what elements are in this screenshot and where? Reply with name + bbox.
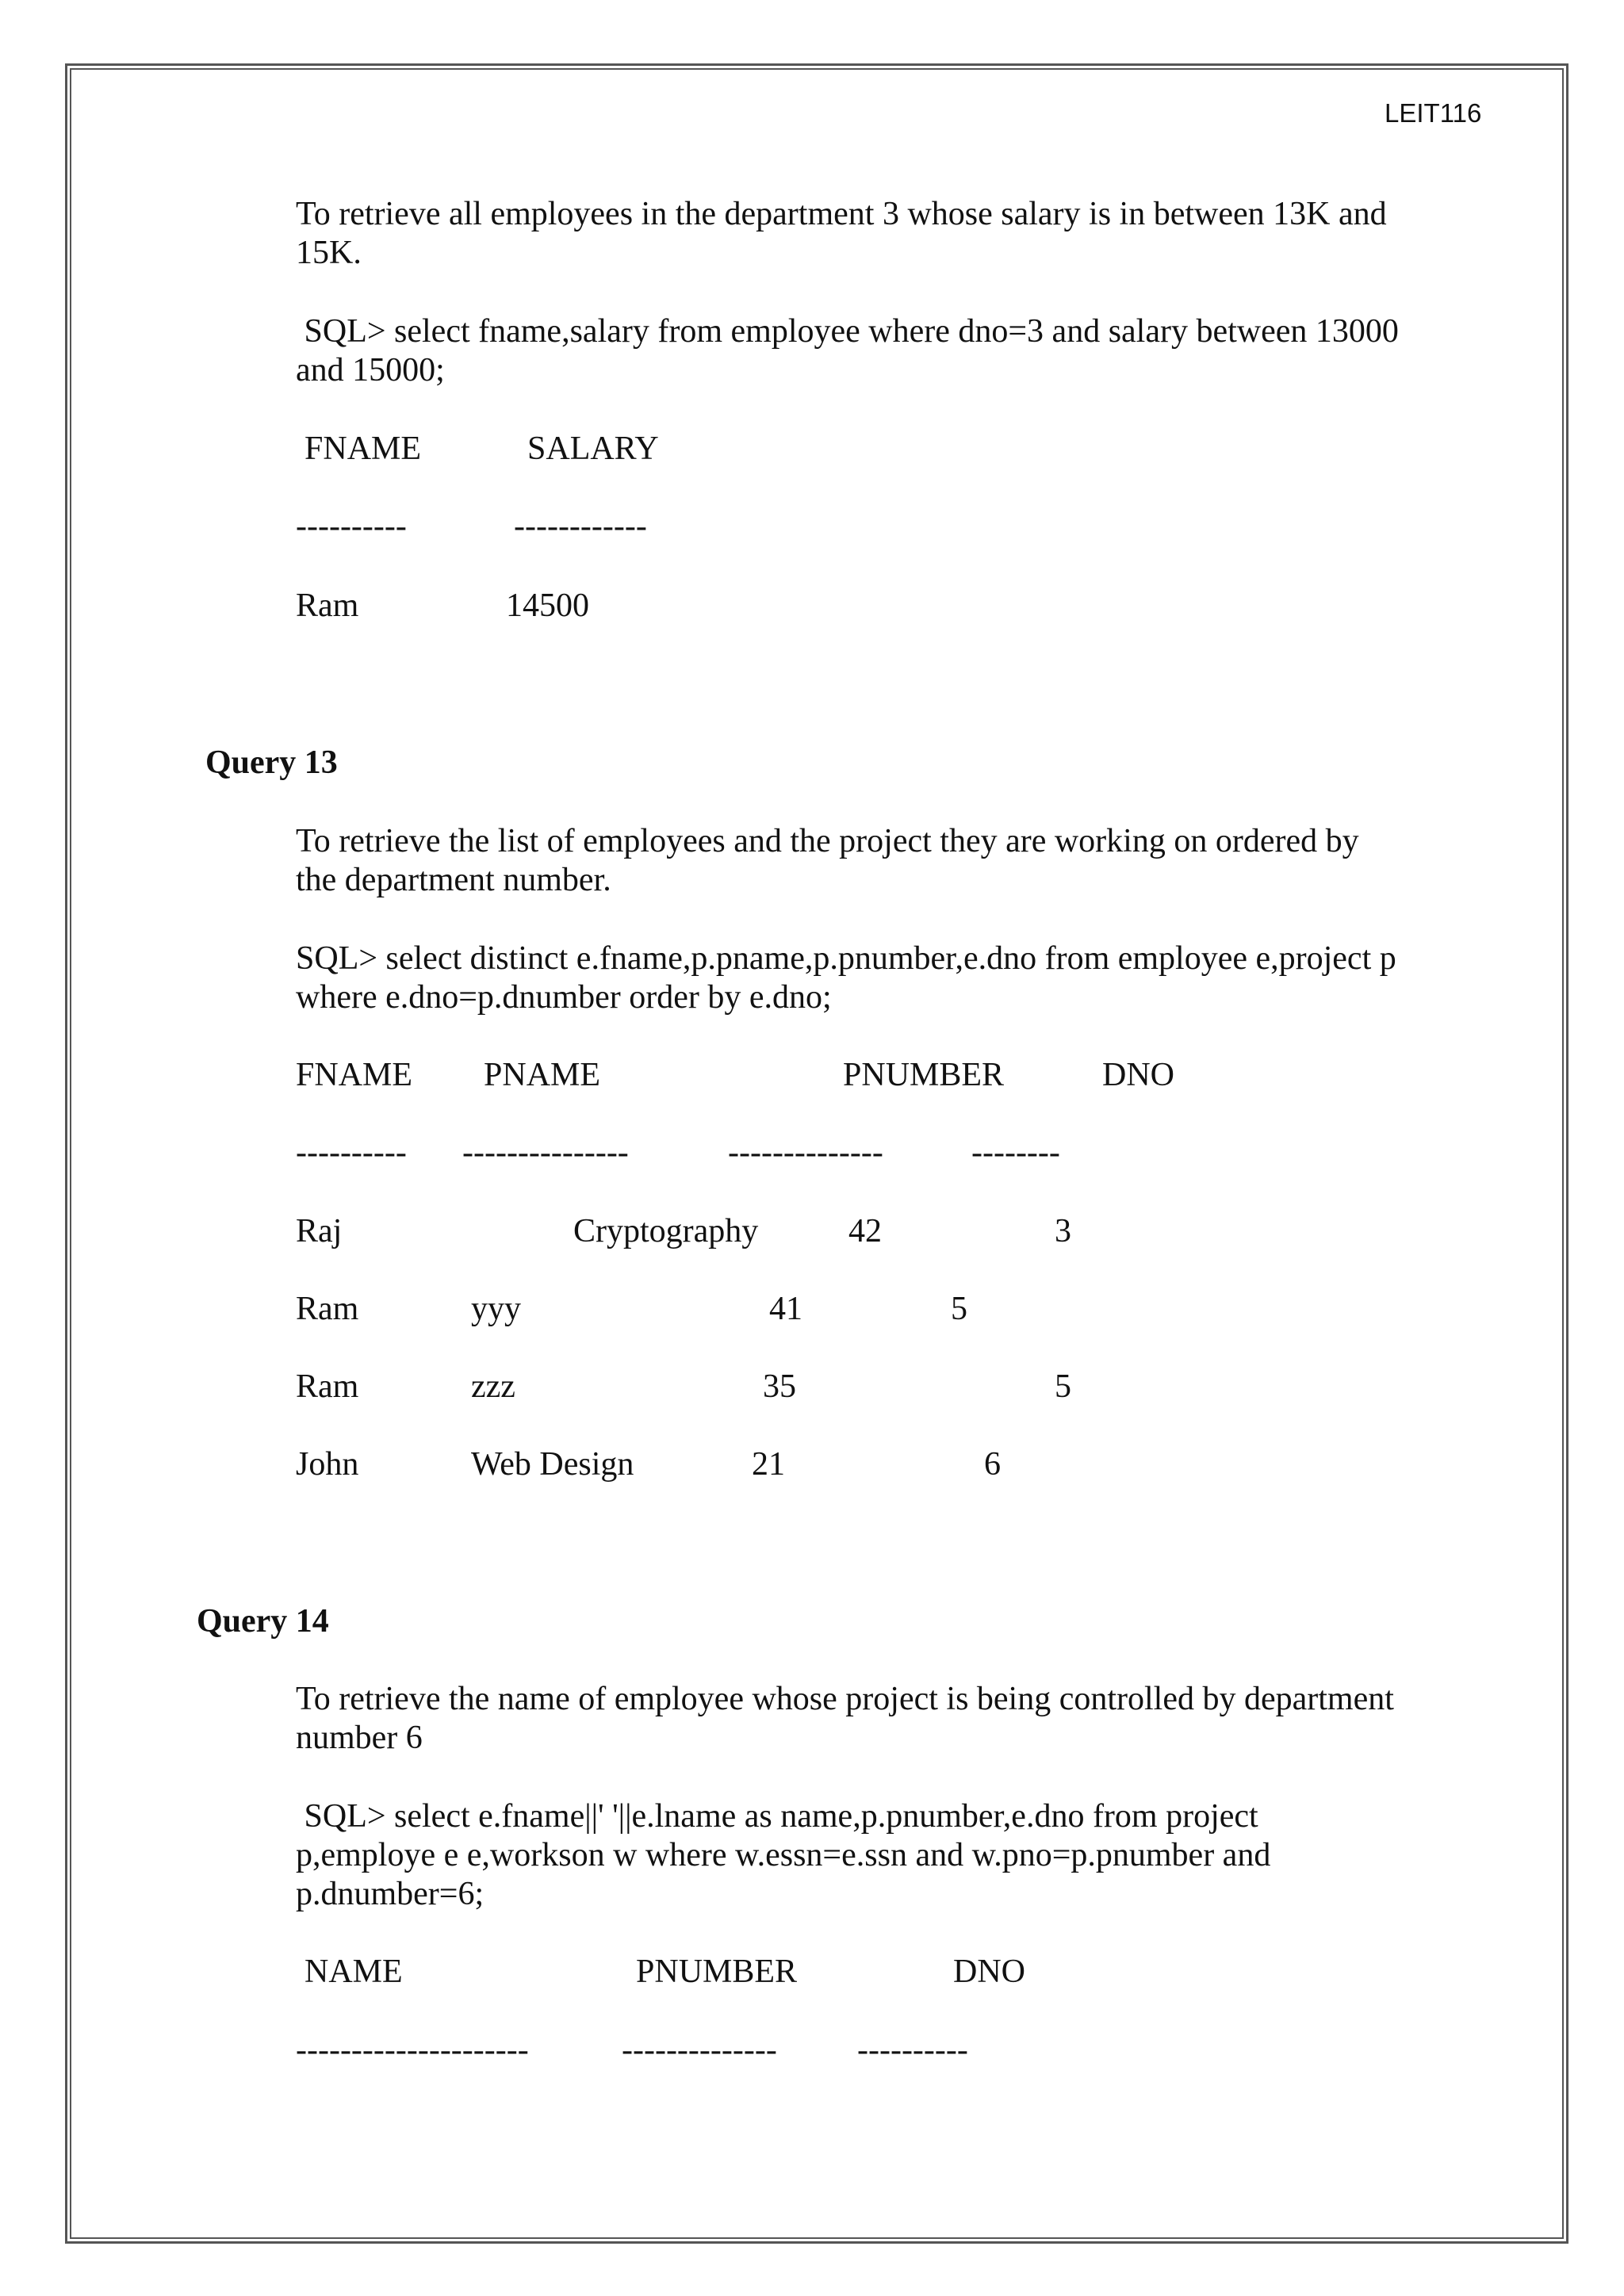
s14-sql-line1: SQL> select e.fname||' '||e.lname as name,p.pnumber,e.dno from project <box>296 1798 1258 1835</box>
s14-header-name: NAME <box>304 1954 403 1990</box>
s13-row3-fname: Ram <box>296 1368 359 1405</box>
s13-separator-3: -------------- <box>728 1135 883 1171</box>
s13-header-pnumber: PNUMBER <box>843 1057 1005 1093</box>
s13-row4-pname: Web Design <box>471 1446 634 1483</box>
s12-sql-line2: and 15000; <box>296 352 445 388</box>
s12-separator-2: ------------ <box>514 508 647 545</box>
s13-row2-fname: Ram <box>296 1291 359 1327</box>
s13-row3-pnumber: 35 <box>763 1368 796 1405</box>
s12-cell-salary: 14500 <box>506 587 589 624</box>
s13-row4-fname: John <box>296 1446 359 1483</box>
s13-row2-pname: yyy <box>471 1291 521 1327</box>
s13-separator-1: ---------- <box>296 1135 407 1171</box>
s13-row1-pname: Cryptography <box>573 1213 759 1249</box>
s13-row1-dno: 3 <box>1055 1213 1071 1249</box>
query-14-heading: Query 14 <box>197 1603 329 1640</box>
s12-separator-1: ---------- <box>296 508 407 545</box>
s13-description-line2: the department number. <box>296 862 611 898</box>
s13-header-dno: DNO <box>1102 1057 1174 1093</box>
s13-header-fname: FNAME <box>296 1057 413 1093</box>
s12-header-salary: SALARY <box>527 430 659 467</box>
s12-cell-fname: Ram <box>296 587 359 624</box>
s12-description-line2: 15K. <box>296 235 362 271</box>
s14-header-dno: DNO <box>953 1954 1025 1990</box>
s13-header-pname: PNAME <box>484 1057 601 1093</box>
s14-sql-line2: p,employe e e,workson w where w.essn=e.ssn and w.pno=p.pnumber and <box>296 1837 1271 1873</box>
s12-header-fname: FNAME <box>304 430 422 467</box>
s13-row4-pnumber: 21 <box>752 1446 785 1483</box>
document-code: LEIT116 <box>1385 98 1482 128</box>
s12-sql-line1: SQL> select fname,salary from employee where dno=3 and salary between 13000 <box>296 313 1399 350</box>
s13-sql-line2: where e.dno=p.dnumber order by e.dno; <box>296 979 832 1016</box>
s13-row2-pnumber: 41 <box>769 1291 802 1327</box>
s14-description-line1: To retrieve the name of employee whose project is being controlled by department <box>296 1681 1394 1717</box>
s13-separator-4: -------- <box>971 1135 1060 1171</box>
s13-description-line1: To retrieve the list of employees and the project they are working on ordered by <box>296 823 1359 859</box>
s14-sql-line3: p.dnumber=6; <box>296 1876 485 1912</box>
s13-row3-pname: zzz <box>471 1368 515 1405</box>
s14-separator-2: -------------- <box>622 2032 777 2068</box>
query-13-heading: Query 13 <box>205 744 338 781</box>
s14-separator-1: --------------------- <box>296 2032 529 2068</box>
s13-separator-2: --------------- <box>462 1135 629 1171</box>
s13-row4-dno: 6 <box>984 1446 1001 1483</box>
s13-row1-fname: Raj <box>296 1213 343 1249</box>
s13-row2-dno: 5 <box>951 1291 967 1327</box>
s12-description-line1: To retrieve all employees in the department 3 whose salary is in between 13K and <box>296 196 1387 232</box>
s13-row3-dno: 5 <box>1055 1368 1071 1405</box>
s13-row1-pnumber: 42 <box>848 1213 882 1249</box>
s13-sql-line1: SQL> select distinct e.fname,p.pname,p.pnumber,e.dno from employee e,project p <box>296 940 1396 977</box>
s14-separator-3: ---------- <box>857 2032 968 2068</box>
s14-header-pnumber: PNUMBER <box>636 1954 798 1990</box>
s14-description-line2: number 6 <box>296 1720 423 1756</box>
